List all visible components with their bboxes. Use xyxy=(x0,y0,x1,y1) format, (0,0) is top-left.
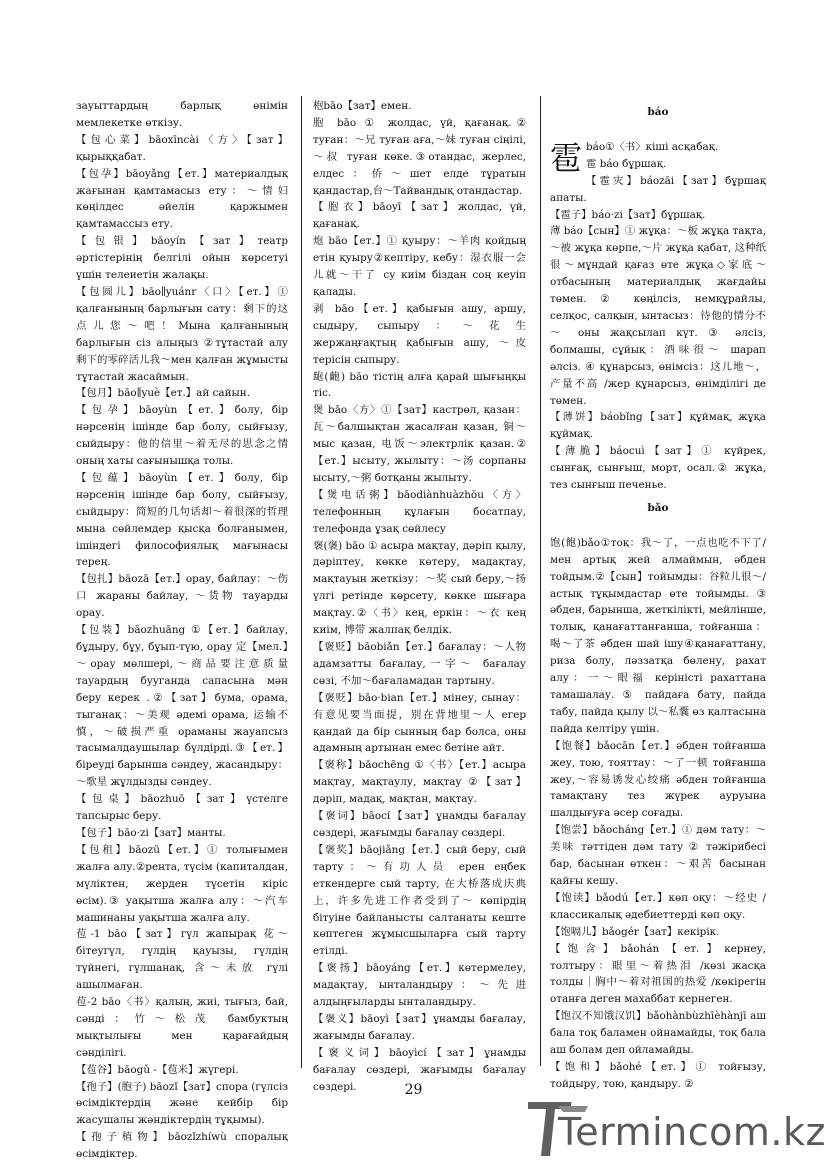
dictionary-entry: 【苞谷】bāogǔ -【苞米】жүгері. xyxy=(76,1063,239,1076)
section-heading: báo xyxy=(647,106,669,118)
dictionary-entry: 【雹子】báo·zi【зат】бұршақ. xyxy=(550,208,706,221)
column-divider xyxy=(301,96,302,1068)
dictionary-entry: 【包圆儿】bāo∥yuánr〈口〉【ет.】① қалғанының барлығын сату：剩下的这点儿您～吧！Мына қалғанының барлығын сіз алыңыз ②тұтастай алу 剩下的零碎活儿我～мен қалған жұмысты тұтастай жасаймын. xyxy=(76,285,288,383)
dictionary-entry: зауыттардың барлық өнімін мемлекетке өткізу. xyxy=(76,100,288,129)
dictionary-entry: 【包心菜】bāoxīncài〈方〉【зат】қырыққабат. xyxy=(76,133,288,163)
dictionary-entry: 【包子】bāo·zi【зат】манты. xyxy=(76,826,226,839)
page-number: 29 xyxy=(404,1082,423,1098)
dictionary-entry: 【包蕴】bāoyùn【ет.】болу, бір нәрсенің ішінде бар болу, сыйғызу, сыйдыру：简短的几句话却～着很深的哲理 мына сөйлемдер қысқа болғанымен, ішіндегі философиялық мағынасы терең. xyxy=(76,471,288,569)
dictionary-entry: 【饱尝】bǎocháng【ет.】① дәм тату：～美味 тәттіден дәм тату ② тәжірибесі бар, басынан өткен：～艰苦 басынан қайғы кешу. xyxy=(550,824,766,887)
dictionary-entry: 【包装】bāozhuāng ①【ет.】байлау, бұдыру, бұу, бұып-түю, орау 定【мел.】～орау мөлшері,～商品要注意质量 тауардың бууганда сапасына мән беру керек .②【зат】бума, орама, тыганақ：～美观 әдемі орама, 运输不慎，～破损严重 ораманы жауапсыз тасымалдаушылар бүлдірді.③【ет.】біреуді барынша сәндеу, жасандыру：～歌星 жұлдызды сәндеу. xyxy=(76,624,288,789)
dictionary-entry: 【包孕】bāoyǎng【ет.】материалдық жағынан қамтамасыз ету：～情妇 көңілдес әйелін қаржымен қамтамассыз ету. xyxy=(76,167,288,231)
dictionary-entry: 枹bāo【зат】емен. xyxy=(313,100,412,112)
section-heading: bǎo xyxy=(647,501,669,514)
dictionary-entry: 【褒义】bāoyì【зат】ұнамды бағалау, жағымды бағалау. xyxy=(313,1012,526,1042)
dictionary-entry: 雹báo①〈书〉кіші асқабақ. xyxy=(550,138,719,177)
dictionary-entry: 【褒义词】bāoyìcí【зат】ұнамды бағалау сөздері, жағымды бағалау сөздері. xyxy=(313,1046,526,1093)
dictionary-entry: 【包扎】bāozā【ет.】орау, байлау：～伤口 жараны байлау, ～货物 тауарды орау. xyxy=(76,573,288,620)
dictionary-entry: 苞-1 bāo【зат】гүл жапырақ 花～бітеугүл, гүлдің қауызы, гүлдің түйнегі, гүлшанақ, 含～未放 гүлі ашылмаған. xyxy=(76,928,288,992)
dictionary-entry: 【褒奖】bāojiǎng【ет.】сый беру, сый тарту：～有功人员 ерен еңбек еткендерге сый тарту, 在大桥落成庆典上，许多先进工作者受到了～ көпірдің бітуіне байланысты салтанаты кеште көптеген жұмысшыларға сый тарту етілді. xyxy=(313,843,526,958)
dictionary-entry: 【饱汉不知饿汉饥】bǎohànbùzhīèhànjī аш бала тоқ баламен ойнамайды, тоқ бала аш болам деп ойламайды. xyxy=(550,1010,766,1057)
column-left xyxy=(76,98,288,1163)
dictionary-entry: 【包月】bāo∥yuè【ет.】ай сайын. xyxy=(76,387,251,400)
dictionary-entry: 【孢子植物】bāozǐzhíwù споралық өсімдіктер. xyxy=(76,1131,288,1161)
dictionary-entry: 胞 bāo ① жолдас, үй, қағанақ.② туған：～兄 туған аға,～妹 туған сіңілі, ～叔 туған көке.③отандас, жерлес, елдес：侨～шет елде тұратын қандастар,台～Тайвандық отандастар. xyxy=(313,116,526,197)
dictionary-entry: 【饱餐】bǎocān【ет.】әбден тойғанша жеу, тою, тояттау：～了一顿 тойғанша жеу,～容易诱发心绞痛 әбден тойғанша тамақтану тез жүрек ауруына шалдығуға әсер соғады. xyxy=(550,739,766,820)
dictionary-entry: 炮 bāo【ет.】① қуыру：～羊肉 қойдың етін қуыру②кептіру, кебу：湿衣服一会儿就～干了 су киім біздан соң кеуіп қалады. xyxy=(313,235,526,298)
dictionary-entry: 苞-2 bāo〈书〉қалың, жиі, тығыз, бай, сәнді：竹～松茂 бамбуктың мықтылығы мен қарағайдың сәнділігі. xyxy=(76,996,288,1059)
dictionary-entry: 【包银】bāoyín【зат】театр әртістерінің белгілі ойын көрсетуі үшін телеиетін жалақы. xyxy=(76,235,288,282)
dictionary-entry: 【煲电话粥】bāodiànhuàzhōu〈方〉телефонның құлағын босатпау, телефонда ұзақ сөйлесу xyxy=(313,488,526,535)
dictionary-entry: 【包孕】bāoyùn【ет.】болу, бір нәрсенің ішінде бар болу, сыйғызу, сыйдыру：他的信里～着无尽的思念之情 оның хаты сағынышқа толы. xyxy=(76,404,288,468)
dictionary-entry: 雹 báo бұршақ. xyxy=(586,157,667,170)
dictionary-entry: 【饱嗝儿】bǎogér【зат】кекірік. xyxy=(550,925,720,938)
dictionary-entry: 煲 bāo〈方〉①【зат】кастрөл, қазан：瓦～балшықтан жасалған қазан, 铜～мыс қазан, 电饭～электрлік қазан.②【ет.】ысыту, жылыту：～汤 сорпаны ысыту,～粥 ботқаны жылыту. xyxy=(313,404,526,484)
dictionary-entry: 剥 bāo【ет.】қабығын ашу, аршу, сыдыру, сыпыру：～花生 жержаңғақтың қабығын ашу, ～皮 терісін сыпыру. xyxy=(313,302,526,366)
dictionary-entry: 褒(褒) bāo ① асыра мақтау, дәріп қылу, дәріптеу, көкке көтеру, мадақтау, мақтауын жеткізу：～奖 сый беру,～扬 үлгі ретінде көрсету, көкке шығара мақтау.②〈书〉кең, еркін：～衣 кең киім, 博带 жалпақ белдік. xyxy=(313,539,526,637)
column-divider xyxy=(540,96,541,1066)
dictionary-entry: 【褒词】bāocí【зат】ұнамды бағалау сөздері, жағымды бағалау сөздері. xyxy=(313,810,526,839)
dictionary-entry: 【胞衣】bāoyī【зат】жолдас, үй, қағанақ. xyxy=(313,201,526,231)
dictionary-entry: 【褒贬】bāobiǎn【ет.】бағалау：～人物 адамзатты бағалау,一字～ бағалау сөзі, 不加～бағаламадан тартыну. xyxy=(313,641,526,687)
column-middle xyxy=(313,98,526,1095)
dictionary-entry: 【薄饼】báobǐng【зат】құймақ, жұқа құймақ. xyxy=(550,411,766,441)
dictionary-entry: 【包桌】bāozhuō【зат】үстелге тапсырыс беру. xyxy=(76,793,288,823)
dictionary-entry: 【饱和】bǎohé【ет.】① тойғызу, тойдыру, тою, қандыру. ② xyxy=(550,1060,766,1090)
headword-character: 雹 xyxy=(550,138,583,177)
dictionary-entry: 薄 báo【сын】① жұқа：～板 жұқа тақта,～被 жұқа көрпе,～片 жұқа қабат, 这种纸很～мұндай қағаз өте жұқа◇家底～отбасының материалдық жағдайы төмен. ② көңілсіз, немқұрайлы, селқос, салқын, ынтасыз：待他的情分不～ оны жақсылап күт. ③ әлсіз, болмашы, сұйық：酒味很～ шарап әлсіз. ④ құнарсыз, өнімсіз：这儿地～，产量不高 /жер құнарсыз, өнімділігі де төмен. xyxy=(550,225,766,407)
dictionary-entry: 【包租】bāozū【ет.】① толығымен жалға алу.②рента, түсім (капиталдан, мүліктен, жерден түсетін кіріс өсім).③ уақытша жалға алу：～汽车 машинаны уақытша жалға алу. xyxy=(76,843,288,924)
dictionary-entry: 【雹灾】báozāi【зат】бұршақ апаты. xyxy=(550,174,766,204)
dictionary-entry: 【饱含】bǎohán【ет.】кернеу, толтыру：眼里～着热泪 /көзі жасқа толды｜胸中～着对祖国的热爱 /көкірегін отанға деген махаббат кернеген. xyxy=(550,942,766,1006)
dictionary-entry: 【薄脆】báocuì【зат】① күйрек, сынғақ, сынғыш, морт, осал.② жұқа, тез сынғыш печенье. xyxy=(550,445,766,492)
dictionary-entry: 【褒贬】bāo·bian【ет.】мінеу, сынау：有意见要当面提，别在背地里～人 егер қандай да бір сынның бар болса, оны адамның артынан емес бетіне айт. xyxy=(313,691,526,755)
watermark-text: Termincom.kz xyxy=(558,1110,826,1154)
dictionary-entry: 龅(齙) bāo тістің алға қарай шығыңқы тіс. xyxy=(313,370,526,400)
dictionary-entry: 【饱读】bǎodú【ет.】көп оқу：～经史 / классикалық әдебиеттерді көп оқу. xyxy=(550,891,766,921)
dictionary-entry: 饱(飽)bǎo①тоқ：我～了，一点也吃不下了/мен артық жей алмаймын, әбден тойдым.②【сын】тойымды：谷粒儿很～/астық тұқымдастар өте тойымды. ③ әбден, барынша, жеткілікті, мейлінше, толық, қанағаттанғанша, тойғанша：喝～了茶 әбден шай ішу④қанағаттану, риза болу, ләззатқа бөлену, рахат алу：一～眼福 керіністі рахаттана тамашалау. ⑤ пайдаға бату, пайда табу, пайда қылу 以～私囊 өз қалтасына пайда келтіру үшін. xyxy=(550,536,766,735)
dictionary-entry: 【褒称】bāochēng ①〈书〉【ет.】асыра мақтау, мақтаулу, мақтау ②【зат】дәріп, мадақ, мақтан, мақтау. xyxy=(313,759,526,806)
dictionary-entry: 【褒扬】bāoyáng【ет.】көтермелеу, мадақтау, ынталандыру：～先进 алдыңғыларды ынталандыру. xyxy=(313,962,526,1009)
column-right xyxy=(550,98,766,1093)
dictionary-entry: 【孢子】(胞子) bāozǐ【зат】спора (гүлсіз өсімдіктердің және кейбір бір жасушалы жәндіктердің тұқымы). xyxy=(76,1080,288,1127)
